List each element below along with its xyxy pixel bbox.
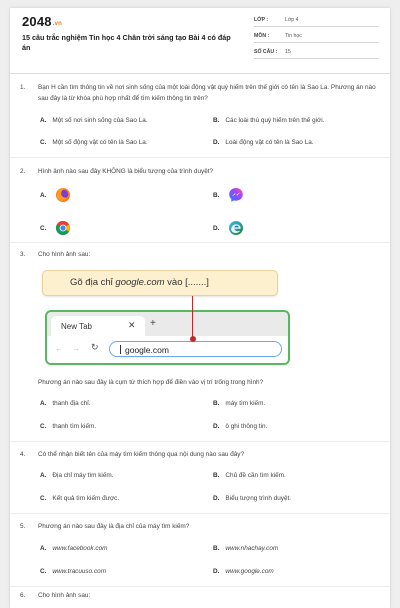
text-caret xyxy=(120,345,121,354)
edge-icon xyxy=(228,220,244,236)
question-3-option-d[interactable]: D. ô ghi thông tin. xyxy=(213,423,268,430)
firefox-icon xyxy=(55,187,71,203)
question-divider xyxy=(10,586,390,587)
meta-grade: LỚP : Lớp 4 xyxy=(254,14,379,27)
question-1-number: 1. xyxy=(20,84,26,91)
browser-tab[interactable] xyxy=(51,316,145,336)
question-5-option-a[interactable]: A. www.facebook.com xyxy=(40,545,108,552)
question-3-option-a[interactable]: A. thanh địa chỉ. xyxy=(40,400,91,407)
question-1-option-d[interactable]: D. Loài động vật có tên là Sao La. xyxy=(213,139,314,146)
header-divider xyxy=(10,73,390,74)
question-divider xyxy=(10,242,390,243)
question-1-option-b[interactable]: B. Các loài thú quý hiếm trên thế giới. xyxy=(213,117,325,124)
site-logo[interactable]: 2048.vn xyxy=(22,14,63,29)
question-3-prompt: Phương án nào sau đây là cụm từ thích hợp để điền vào vị trí trống trong hình? xyxy=(38,379,264,386)
question-3-option-b[interactable]: B. máy tìm kiếm. xyxy=(213,400,266,407)
question-2-option-b[interactable]: B. xyxy=(213,192,220,199)
question-5-number: 5. xyxy=(20,523,26,530)
question-4-option-b[interactable]: B. Chủ đề cần tìm kiếm. xyxy=(213,472,286,479)
back-arrow-icon[interactable]: ← xyxy=(55,344,63,353)
question-2-option-a[interactable]: A. xyxy=(40,192,47,199)
question-3-number: 3. xyxy=(20,251,26,258)
messenger-icon xyxy=(228,187,244,203)
question-1-option-c[interactable]: C. Một số động vật có tên là Sao La. xyxy=(40,139,148,146)
pointer-dot xyxy=(190,336,196,342)
question-5-option-c[interactable]: C. www.tracuuso.com xyxy=(40,568,107,575)
question-divider xyxy=(10,513,390,514)
question-6-number: 6. xyxy=(20,592,26,599)
question-1-text: Bạn H cần tìm thông tin về nơi sinh sống của một loài động vật quý hiếm trên thế giới có tên là Sao La. Phương án nào sau đây là từ khóa phù hợp nhất để tìm kiếm thông tin trên? xyxy=(38,84,376,102)
question-4-option-a[interactable]: A. Địa chỉ máy tìm kiếm. xyxy=(40,472,114,479)
question-1-option-a[interactable]: A. Một số nơi sinh sống của Sao La. xyxy=(40,117,148,124)
question-4-text: Có thể nhận biết tên của máy tìm kiếm thông qua nội dung nào sau đây? xyxy=(38,451,245,458)
worksheet-header xyxy=(10,8,390,70)
worksheet-page xyxy=(10,8,390,608)
question-4-option-c[interactable]: C. Kết quả tìm kiếm được. xyxy=(40,495,120,502)
forward-arrow-icon[interactable]: → xyxy=(72,344,80,353)
question-4-option-d[interactable]: D. Biểu tượng trình duyệt. xyxy=(213,495,292,502)
page-title: 15 câu trắc nghiệm Tin học 4 Chân trời sáng tạo Bài 4 có đáp án xyxy=(22,33,231,52)
address-bar[interactable] xyxy=(109,341,282,357)
question-5-option-d[interactable]: D. www.google.com xyxy=(213,568,274,575)
address-bar-text: google.com xyxy=(125,344,169,355)
close-icon[interactable]: ✕ xyxy=(128,320,136,330)
browser-toolbar xyxy=(47,336,288,363)
question-2-option-c[interactable]: C. xyxy=(40,225,47,232)
question-2-number: 2. xyxy=(20,168,26,175)
browser-window xyxy=(45,310,290,365)
tab-label: New Tab xyxy=(61,322,92,331)
chrome-icon xyxy=(55,220,71,236)
question-divider xyxy=(10,157,390,158)
browser-address-figure xyxy=(42,270,290,373)
question-3-option-c[interactable]: C. thanh tìm kiếm. xyxy=(40,423,97,430)
instruction-callout: Gõ địa chỉ google.com vào [.......] xyxy=(42,270,278,296)
pointer-line xyxy=(192,296,193,338)
meta-question-count: SỐ CÂU : 15 xyxy=(254,46,379,59)
meta-subject: MÔN : Tin học xyxy=(254,30,379,43)
question-6-text: Cho hình ảnh sau: xyxy=(38,592,91,599)
reload-icon[interactable]: ↻ xyxy=(91,342,99,352)
question-5-option-b[interactable]: B. www.nhachay.com xyxy=(213,545,279,552)
question-2-text: Hình ảnh nào sau đây KHÔNG là biểu tượng của trình duyệt? xyxy=(38,168,214,175)
question-5-text: Phương án nào sau đây là địa chỉ của máy tìm kiếm? xyxy=(38,523,190,530)
new-tab-icon[interactable]: + xyxy=(150,318,156,329)
question-2-option-d[interactable]: D. xyxy=(213,225,220,232)
question-4-number: 4. xyxy=(20,451,26,458)
question-divider xyxy=(10,441,390,442)
question-3-text: Cho hình ảnh sau: xyxy=(38,251,91,258)
